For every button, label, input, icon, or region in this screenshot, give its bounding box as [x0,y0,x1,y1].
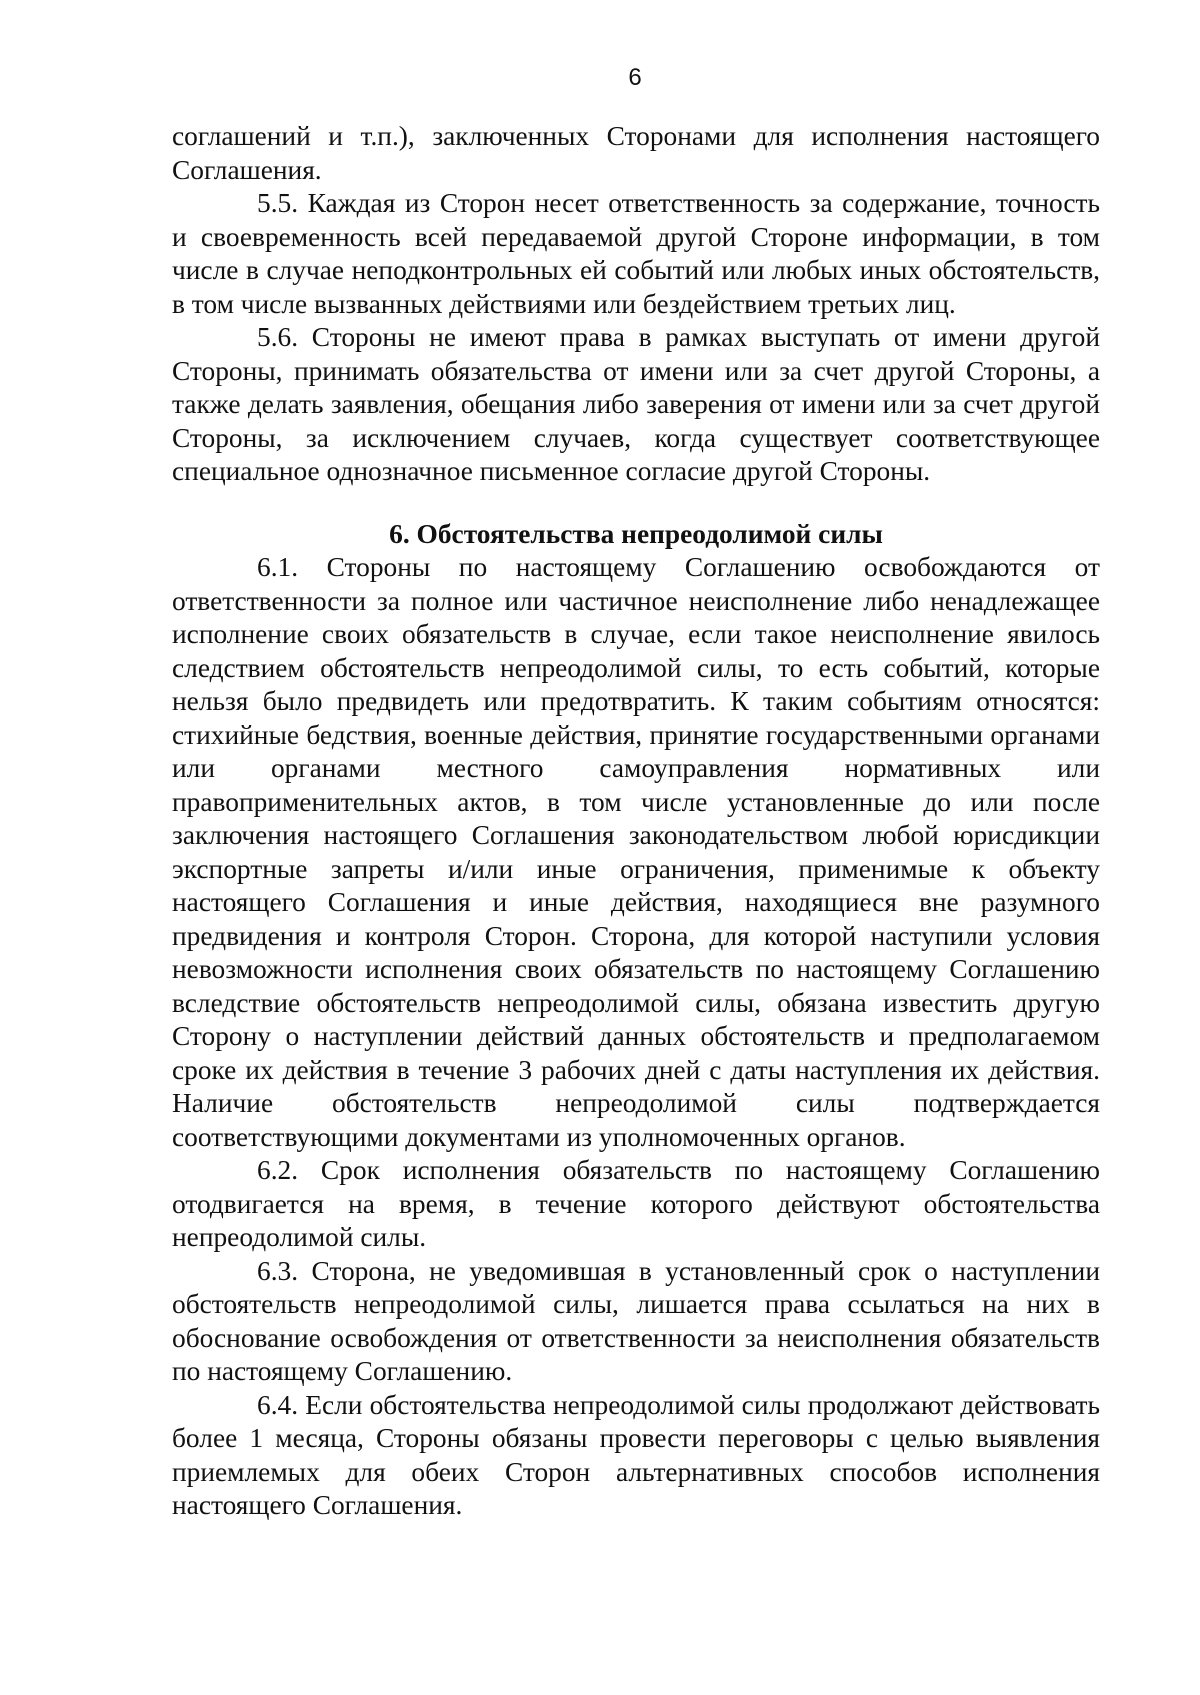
paragraph-continuation: соглашений и т.п.), заключенных Сторонами для исполнения настоящего Соглашения. [172,121,1100,185]
page-number: 6 [628,64,642,91]
paragraph-6-1: 6.1. Стороны по настоящему Соглашению освобождаются от ответственности за полное или частичное неисполнение либо ненадлежащее исполнение своих обязательств в случае, если такое неисполнение явилось следствием обстоятельств непреодолимой силы, то есть событий, которые нельзя было предвидеть или предотвратить. К таким событиям относятся: стихийные бедствия, военные действия, принятие государственными органами или органами местного самоуправления нормативных или правоприменительных актов, в том числе установленные до или после заключения настоящего Соглашения законодательством любой юрисдикции экспортные запреты и/или иные ограничения, применимые к объекту настоящего Соглашения и иные действия, находящиеся вне разумного предвидения и контроля Сторон. Сторона, для которой наступили условия невозможности исполнения своих обязательств по настоящему Соглашению вследствие обстоятельств непреодолимой силы, обязана известить другую Сторону о наступлении действий данных обстоятельств и предполагаемом сроке их действия в течение 3 рабочих дней с даты наступления их действия. Наличие обстоятельств непреодолимой силы подтверждается соответствующими документами из уполномоченных органов. [172,552,1100,1152]
section-heading-6: 6. Обстоятельства непреодолимой силы [389,518,883,549]
paragraph-6-2: 6.2. Срок исполнения обязательств по настоящему Соглашению отодвигается на время, в течение которого действуют обстоятельства непреодолимой силы. [172,1155,1100,1252]
paragraph-6-4: 6.4. Если обстоятельства непреодолимой силы продолжают действовать более 1 месяца, Стороны обязаны провести переговоры с целью выявления приемлемых для обеих Сторон альтернативных способов исполнения настоящего Соглашения. [172,1389,1100,1520]
document-body [172,120,1100,1523]
paragraph-5-6: 5.6. Стороны не имеют права в рамках выступать от имени другой Стороны, принимать обязательства от имени или за счет другой Стороны, а также делать заявления, обещания либо заверения от имени или за счет другой Стороны, за исключением случаев, когда существует соответствующее специальное однозначное письменное согласие другой Стороны. [172,322,1100,486]
paragraph-5-5: 5.5. Каждая из Сторон несет ответственность за содержание, точность и своевременность всей передаваемой другой Стороне информации, в том числе в случае неподконтрольных ей событий или любых иных обстоятельств, в том числе вызванных действиями или бездействием третьих лиц. [172,188,1100,319]
paragraph-6-3: 6.3. Сторона, не уведомившая в установленный срок о наступлении обстоятельств непреодолимой силы, лишается права ссылаться на них в обоснование освобождения от ответственности за неисполнения обязательств по настоящему Соглашению. [172,1255,1100,1386]
